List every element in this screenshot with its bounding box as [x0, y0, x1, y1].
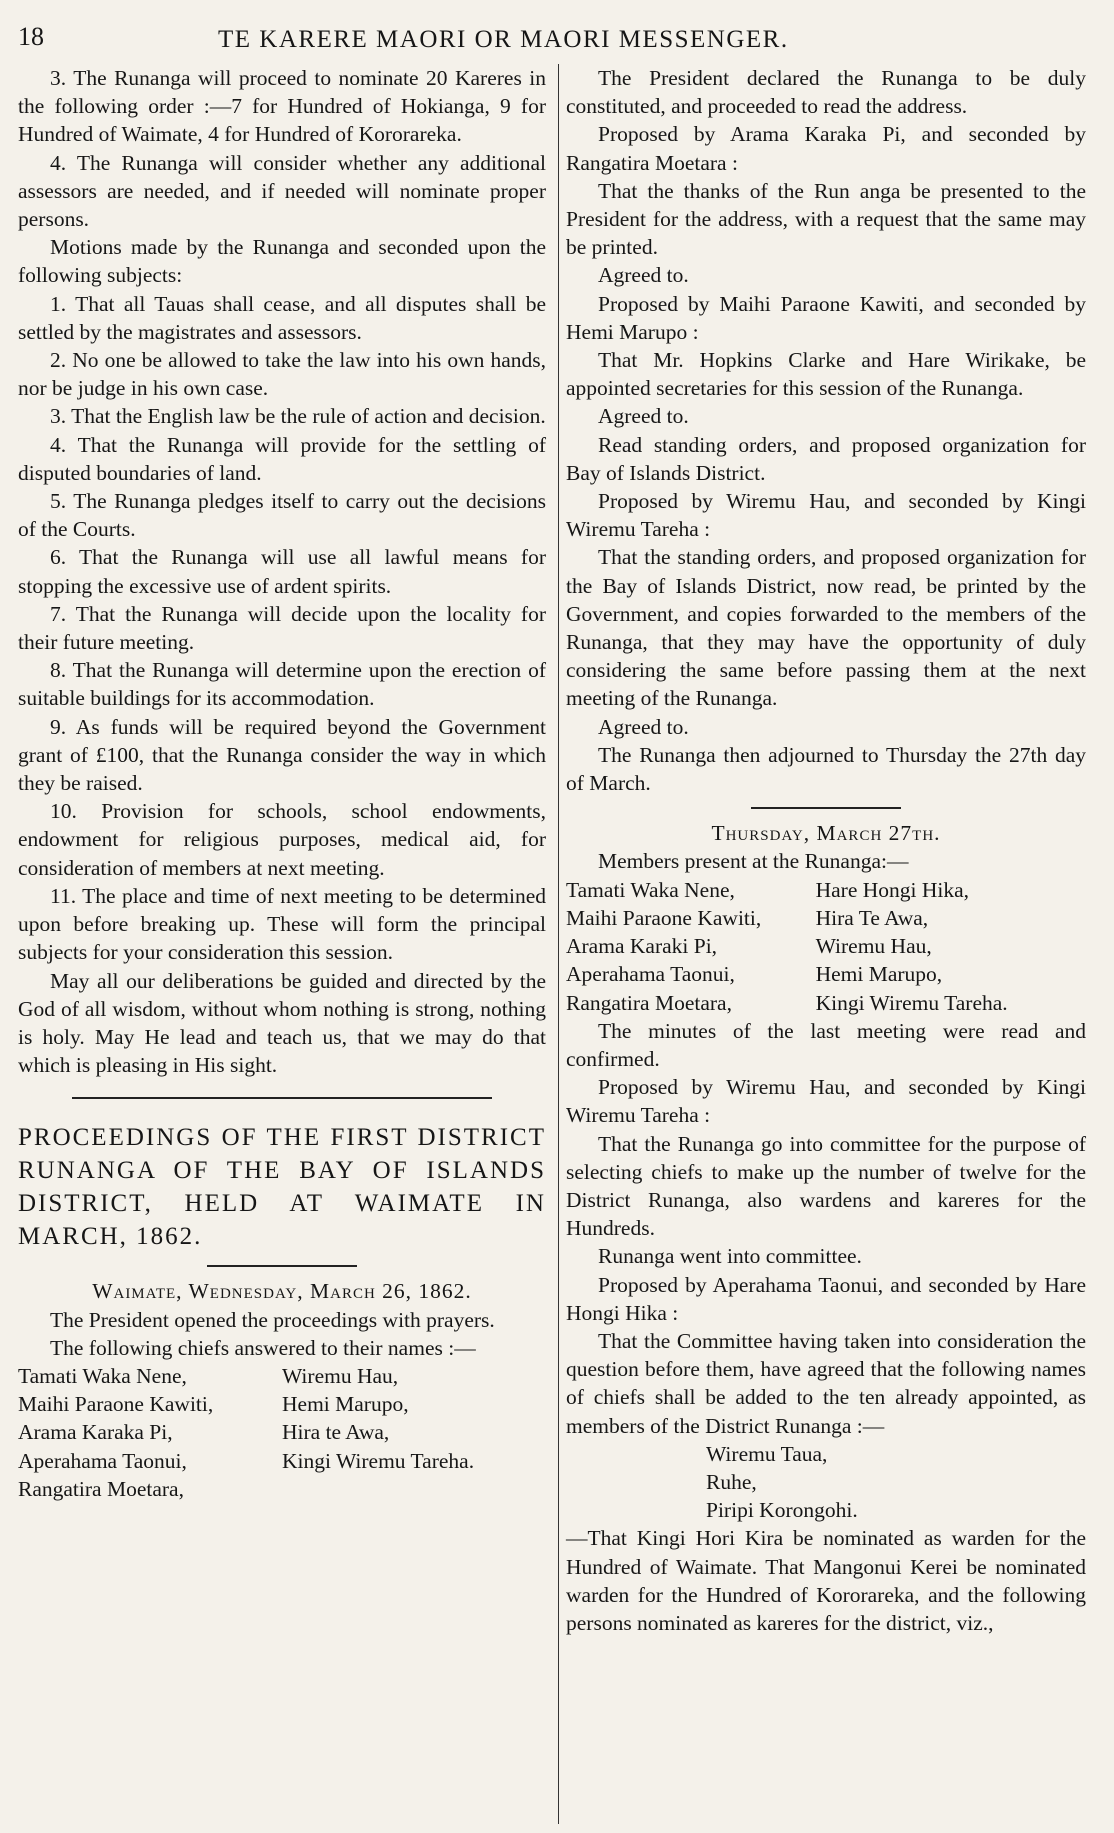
paragraph: —That Kingi Hori Kira be nominated as warden for the Hundred of Waimate. That Mangonui Kerei be nominated warden for the Hundred of Kororareka, and the following persons nominated as kareres for the district, viz., — [566, 1526, 1086, 1635]
paragraph: Proposed by Maihi Paraone Kawiti, and seconded by Hemi Marupo : — [566, 291, 1086, 344]
paragraph: The following chiefs answered to their names :— — [50, 1335, 476, 1360]
paragraph: The Runanga then adjourned to Thursday the 27th day of March. — [566, 742, 1086, 796]
right-column — [566, 64, 1086, 1637]
chief-name: Wiremu Hau, — [282, 1363, 399, 1388]
paragraph: 11. The place and time of next meeting to be determined upon before breaking up. These will form the principal subjects for your consideration this session. — [18, 883, 546, 965]
paragraph: That Mr. Hopkins Clarke and Hare Wirikake, be appointed secretaries for this session of the Runanga. — [566, 348, 1086, 401]
added-chiefs-list — [566, 1440, 1086, 1525]
paragraph: Agreed to. — [598, 714, 689, 739]
member-name: Wiremu Hau, — [815, 934, 932, 959]
chief-name: Arama Karaka Pi, — [18, 1420, 173, 1445]
section-rule — [72, 1097, 492, 1099]
thursday-heading: Thursday, March 27th. — [711, 821, 941, 846]
proceedings-title: PROCEEDINGS OF THE FIRST DISTRICT RUNANGA OF THE BAY OF ISLANDS DISTRICT, HELD AT WAIMATE IN MARCH, 1862. — [18, 1124, 546, 1251]
paragraph: That the Committee having taken into consideration the question before them, have agreed that the following names of chiefs shall be added to the ten already appointed, as members of the District Runanga :— — [566, 1328, 1086, 1438]
column-divider — [558, 64, 559, 1824]
dateline: Waimate, Wednesday, March 26, 1862. — [92, 1279, 472, 1304]
member-name: Tamati Waka Nene, — [566, 877, 735, 902]
paragraph: Members present at the Runanga:— — [598, 849, 909, 874]
paragraph: Proposed by Aperahama Taonui, and seconded by Hare Hongi Hika : — [566, 1272, 1086, 1325]
paragraph: 1. That all Tauas shall cease, and all disputes shall be settled by the magistrates and assessors. — [18, 291, 546, 344]
member-name: Hemi Marupo, — [815, 962, 943, 987]
chief-name: Piripi Korongohi. — [706, 1498, 858, 1523]
chief-name: Hira te Awa, — [282, 1420, 390, 1445]
chief-name: Maihi Paraone Kawiti, — [18, 1392, 214, 1417]
paragraph: 2. No one be allowed to take the law into his own hands, nor be judge in his own case. — [18, 348, 546, 401]
page-number: 18 — [18, 22, 44, 51]
paragraph: 8. That the Runanga will determine upon the erection of suitable buildings for its accommodation. — [18, 658, 546, 711]
paragraph: Proposed by Wiremu Hau, and seconded by Kingi Wiremu Tareha : — [566, 1075, 1086, 1128]
paragraph: The President declared the Runanga to be duly constituted, and proceeded to read the address. — [566, 66, 1086, 119]
paragraph: That the Runanga go into committee for the purpose of selecting chiefs to make up the number of twelve for the District Runanga, also wardens and kareres for the Hundreds. — [566, 1131, 1086, 1241]
paragraph: 3. The Runanga will proceed to nominate 20 Kareres in the following order :—7 for Hundred of Hokianga, 9 for Hundred of Waimate, 4 for Hundred of Kororareka. — [18, 66, 546, 147]
left-column — [18, 64, 546, 1503]
member-name: Hare Hongi Hika, — [815, 877, 970, 902]
member-name: Hira Te Awa, — [815, 905, 929, 930]
paragraph: Agreed to. — [598, 404, 689, 429]
paragraph: Runanga went into committee. — [598, 1244, 862, 1269]
chief-name: Ruhe, — [706, 1469, 757, 1494]
paragraph: 6. That the Runanga will use all lawful means for stopping the excessive use of ardent spirits. — [18, 545, 546, 598]
masthead-title: TE KARERE MAORI OR MAORI MESSENGER. — [218, 26, 789, 53]
chief-name: Rangatira Moetara, — [18, 1476, 184, 1501]
paragraph: 4. That the Runanga will provide for the settling of disputed boundaries of land. — [18, 432, 546, 485]
paragraph: 3. That the English law be the rule of action and decision. — [50, 404, 546, 429]
member-name: Arama Karaki Pi, — [566, 934, 718, 959]
paragraph: Agreed to. — [598, 263, 689, 288]
paragraph: 5. The Runanga pledges itself to carry out the decisions of the Courts. — [18, 489, 546, 542]
paragraph: 10. Provision for schools, school endowments, endowment for religious purposes, medical aid, for consideration of members at next meeting. — [18, 799, 546, 880]
page-header — [18, 20, 1090, 64]
paragraph: That the thanks of the Run anga be presented to the President for the address, with a request that the same may be printed. — [566, 178, 1086, 260]
paragraph: 9. As funds will be required beyond the Government grant of £100, that the Runanga consider the way in which they be raised. — [18, 714, 546, 796]
chief-name: Hemi Marupo, — [282, 1392, 409, 1417]
chief-name: Aperahama Taonui, — [18, 1448, 187, 1473]
paragraph: The minutes of the last meeting were read and confirmed. — [566, 1018, 1086, 1071]
member-name: Kingi Wiremu Tareha. — [815, 990, 1008, 1015]
chief-name — [282, 1475, 546, 1503]
member-name: Maihi Paraone Kawiti, — [566, 905, 762, 930]
paragraph: Proposed by Arama Karaka Pi, and seconded by Rangatira Moetara : — [566, 122, 1086, 175]
member-name: Aperahama Taonui, — [566, 962, 735, 987]
paragraph: 7. That the Runanga will decide upon the locality for their future meeting. — [18, 601, 546, 655]
chief-name: Wiremu Taua, — [706, 1441, 828, 1466]
short-rule — [207, 1265, 357, 1267]
paragraph: 4. The Runanga will consider whether any additional assessors are needed, and if needed will nominate proper persons. — [18, 150, 546, 232]
paragraph: Read standing orders, and proposed organization for Bay of Islands District. — [566, 432, 1086, 485]
paragraph: May all our deliberations be guided and directed by the God of all wisdom, without whom nothing is strong, nothing is holy. May He lead and teach us, that we may do that which is pleasing in His sight. — [18, 968, 546, 1078]
member-name: Rangatira Moetara, — [566, 990, 732, 1015]
paragraph: Motions made by the Runanga and seconded upon the following subjects: — [18, 235, 546, 288]
paragraph: That the standing orders, and proposed organization for the Bay of Islands District, now read, be printed by the Government, and copies forwarded to the members of the Runanga, that they may have the opportunity of duly considering the same before passing them at the next meeting of the Runanga. — [566, 545, 1086, 711]
chief-name: Kingi Wiremu Tareha. — [282, 1448, 475, 1473]
chief-name: Tamati Waka Nene, — [18, 1363, 187, 1388]
members-list — [566, 876, 1086, 1017]
chiefs-list — [18, 1362, 546, 1503]
text-columns — [18, 64, 1090, 1824]
paragraph: Proposed by Wiremu Hau, and seconded by Kingi Wiremu Tareha : — [566, 489, 1086, 542]
paragraph: The President opened the proceedings with prayers. — [50, 1307, 495, 1332]
short-rule — [751, 807, 901, 809]
